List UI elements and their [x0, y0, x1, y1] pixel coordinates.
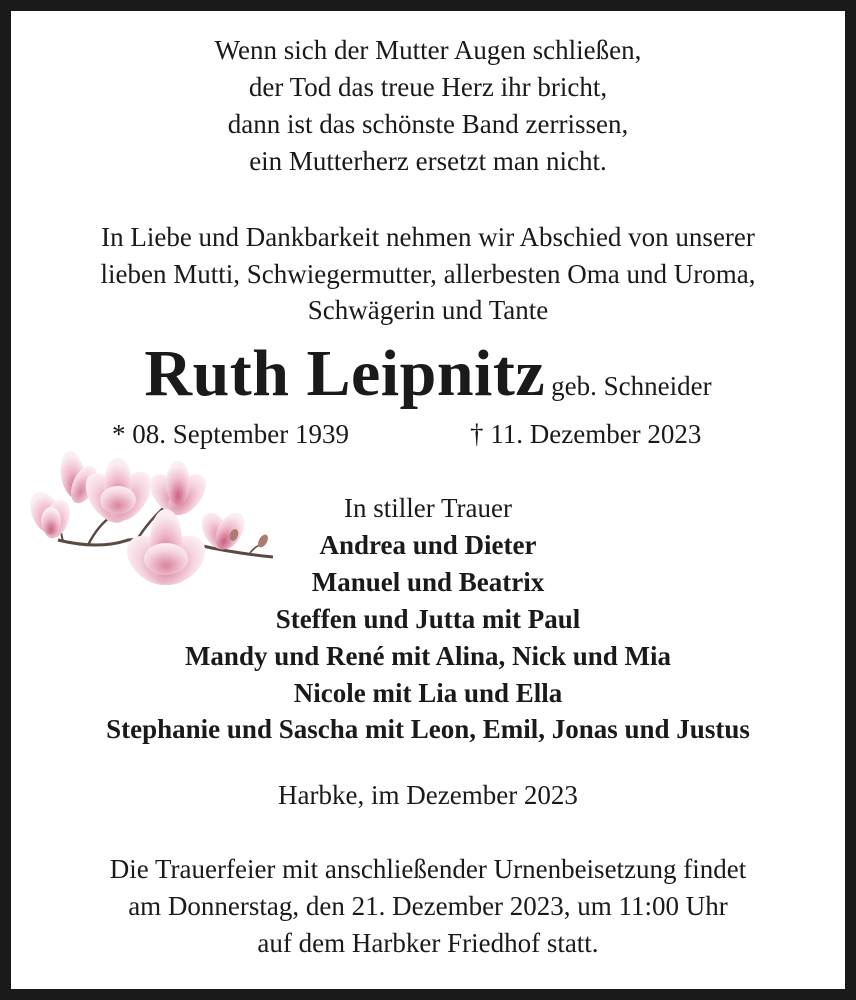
mourner-line-2: Manuel und Beatrix — [311, 567, 545, 597]
mourner-line-5: Nicole mit Lia und Ella — [293, 678, 563, 708]
ceremony-line-1: Die Trauerfeier mit anschließender Urnenbeisetzung findet — [109, 854, 747, 884]
deceased-name-row — [0, 338, 856, 410]
deceased-name: Ruth Leipnitz — [144, 337, 546, 410]
mourner-line-3: Steffen und Jutta mit Paul — [275, 604, 581, 634]
mourner-line-1: Andrea und Dieter — [319, 530, 537, 560]
poem-line-4: ein Mutterherz ersetzt man nicht. — [249, 146, 607, 176]
mourner-line-4: Mandy und René mit Alina, Nick und Mia — [184, 641, 672, 671]
poem-line-2: der Tod das treue Herz ihr bricht, — [248, 72, 608, 102]
mourner-line-6: Stephanie und Sascha mit Leon, Emil, Jonas und Justus — [106, 714, 750, 744]
birth-date: * 08. September 1939 — [112, 419, 349, 449]
ceremony-line-3: auf dem Harbker Friedhof statt. — [257, 928, 599, 958]
intro-line-1: In Liebe und Dankbarkeit nehmen wir Abschied von unserer — [101, 222, 755, 252]
maiden-name: geb. Schneider — [551, 371, 712, 401]
intro-line-2: lieben Mutti, Schwiegermutter, allerbesten Oma und Uroma, — [100, 259, 756, 289]
place-date: Harbke, im Dezember 2023 — [278, 780, 578, 810]
intro-line-3: Schwägerin und Tante — [307, 295, 549, 325]
poem-line-1: Wenn sich der Mutter Augen schließen, — [214, 35, 642, 65]
ceremony-line-2: am Donnerstag, den 21. Dezember 2023, um 11:00 Uhr — [128, 891, 728, 921]
death-date: † 11. Dezember 2023 — [470, 419, 702, 449]
mourners-heading: In stiller Trauer — [344, 493, 512, 523]
poem-line-3: dann ist das schönste Band zerrissen, — [227, 109, 629, 139]
